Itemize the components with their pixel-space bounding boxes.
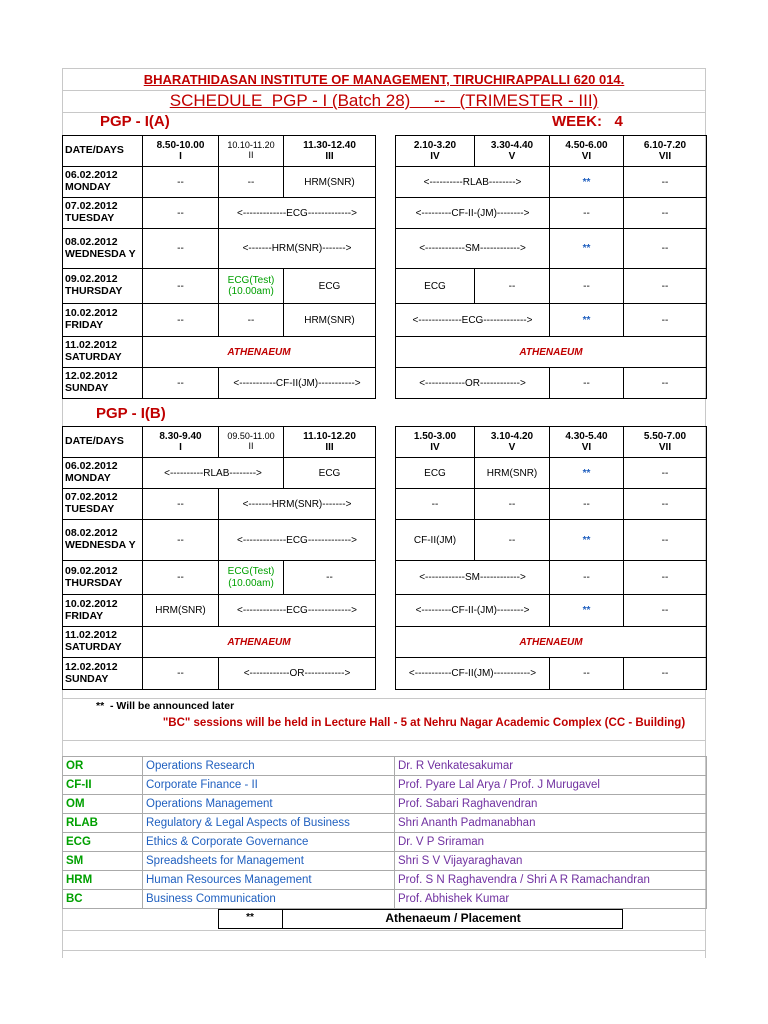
cell: --: [143, 520, 219, 561]
break-column: [376, 368, 396, 399]
legend-code: OR: [63, 757, 143, 776]
cell: --: [624, 304, 707, 337]
break-column: [376, 167, 396, 198]
break-column: [376, 561, 396, 595]
date-cell: 10.02.2012 FRIDAY: [63, 304, 143, 337]
cell: --: [624, 658, 707, 690]
cell: --: [624, 489, 707, 520]
legend-code: HRM: [63, 871, 143, 890]
legend-subject: Ethics & Corporate Governance: [143, 833, 395, 852]
table-row: [63, 458, 707, 489]
table-row: [63, 489, 707, 520]
legend-row: [63, 795, 707, 814]
cell: <-------------ECG------------->: [219, 198, 376, 229]
slot-header: 3.10-4.20 V: [475, 427, 550, 458]
slot-header: 09.50-11.00 II: [219, 427, 284, 458]
legend-code: SM: [63, 852, 143, 871]
break-column: [376, 427, 396, 458]
slot-header: 4.30-5.40 VI: [550, 427, 624, 458]
cell: --: [143, 198, 219, 229]
cell: --: [624, 269, 707, 304]
grid-line: [62, 950, 706, 951]
cell: <-------------ECG------------->: [219, 520, 376, 561]
cell: ECG: [284, 458, 376, 489]
slot-header: 3.30-4.40 V: [475, 136, 550, 167]
header-row: [63, 427, 707, 458]
cell: --: [624, 198, 707, 229]
break-column: [376, 520, 396, 561]
break-column: [376, 269, 396, 304]
cell: --: [143, 658, 219, 690]
cell: --: [550, 198, 624, 229]
slot-header: 2.10-3.20 IV: [396, 136, 475, 167]
legend-row: [63, 852, 707, 871]
cell: ECG: [396, 458, 475, 489]
date-cell: 06.02.2012 MONDAY: [63, 458, 143, 489]
break-column: [376, 595, 396, 627]
legend-faculty: Prof. S N Raghavendra / Shri A R Ramachandran: [395, 871, 707, 890]
slot-header: 10.10-11.20 II: [219, 136, 284, 167]
schedule-table-b: [62, 426, 707, 690]
cell: **: [550, 167, 624, 198]
cell: --: [143, 561, 219, 595]
table-row: [63, 658, 707, 690]
slot-header: 1.50-3.00 IV: [396, 427, 475, 458]
cell: **: [550, 229, 624, 269]
cell: <-----------CF-II(JM)----------->: [219, 368, 376, 399]
cell: <-----------CF-II(JM)----------->: [396, 658, 550, 690]
legend-subject: Operations Research: [143, 757, 395, 776]
slot-header: 5.50-7.00 VII: [624, 427, 707, 458]
date-header: DATE/DAYS: [63, 427, 143, 458]
cell: --: [624, 595, 707, 627]
grid-line: [62, 930, 706, 931]
cell: <----------RLAB-------->: [143, 458, 284, 489]
legend-code: OM: [63, 795, 143, 814]
cell: HRM(SNR): [284, 304, 376, 337]
date-cell: 10.02.2012 FRIDAY: [63, 595, 143, 627]
cell: <---------CF-II-(JM)-------->: [396, 595, 550, 627]
break-column: [376, 136, 396, 167]
cell: --: [624, 368, 707, 399]
cell: --: [624, 520, 707, 561]
legend-faculty: Prof. Abhishek Kumar: [395, 890, 707, 909]
footer-stars: **: [246, 912, 254, 923]
date-cell: 12.02.2012 SUNDAY: [63, 658, 143, 690]
table-row: [63, 368, 707, 399]
legend-subject: Business Communication: [143, 890, 395, 909]
cell: --: [396, 489, 475, 520]
cell: **: [550, 304, 624, 337]
institute-title: BHARATHIDASAN INSTITUTE OF MANAGEMENT, TIRUCHIRAPPALLI 620 014.: [143, 72, 625, 87]
table-row: [63, 198, 707, 229]
cell: <-------------ECG------------->: [219, 595, 376, 627]
cell: <-------HRM(SNR)------->: [219, 489, 376, 520]
legend-row: [63, 890, 707, 909]
cell: --: [475, 269, 550, 304]
legend-subject: Corporate Finance - II: [143, 776, 395, 795]
cell: --: [624, 458, 707, 489]
legend-row: [63, 833, 707, 852]
cell: --: [219, 167, 284, 198]
cell: --: [550, 489, 624, 520]
slot-header: 11.10-12.20 III: [284, 427, 376, 458]
break-column: [376, 337, 396, 368]
legend-table: [62, 756, 707, 909]
break-column: [376, 229, 396, 269]
cell: --: [143, 489, 219, 520]
date-cell: 07.02.2012 TUESDAY: [63, 489, 143, 520]
break-column: [376, 658, 396, 690]
break-column: [376, 489, 396, 520]
slot-header: 8.30-9.40 I: [143, 427, 219, 458]
grid-line: [62, 740, 706, 741]
cell: --: [143, 269, 219, 304]
date-cell: 12.02.2012 SUNDAY: [63, 368, 143, 399]
table-row: [63, 304, 707, 337]
legend-code: RLAB: [63, 814, 143, 833]
cell: --: [143, 368, 219, 399]
cell: <---------CF-II-(JM)-------->: [396, 198, 550, 229]
cell: --: [143, 167, 219, 198]
cell: HRM(SNR): [475, 458, 550, 489]
table-row: [63, 337, 707, 368]
legend-code: CF-II: [63, 776, 143, 795]
cell: <------------SM------------>: [396, 229, 550, 269]
legend-row: [63, 757, 707, 776]
legend-faculty: Shri Ananth Padmanabhan: [395, 814, 707, 833]
cell: <------------OR------------>: [219, 658, 376, 690]
test-cell: ECG(Test) (10.00am): [219, 561, 284, 595]
section-b-label: PGP - I(B): [96, 405, 166, 422]
athenaeum-cell: ATHENAEUM: [396, 627, 707, 658]
break-column: [376, 458, 396, 489]
cell: CF-II(JM): [396, 520, 475, 561]
cell: --: [624, 229, 707, 269]
cell: --: [624, 561, 707, 595]
cell: HRM(SNR): [143, 595, 219, 627]
legend-row: [63, 776, 707, 795]
grid-line: [62, 698, 706, 699]
date-cell: 08.02.2012 WEDNESDA Y: [63, 229, 143, 269]
week-label: WEEK: 4: [552, 113, 623, 130]
table-row: [63, 627, 707, 658]
legend-faculty: Dr. R Venkatesakumar: [395, 757, 707, 776]
cell: --: [219, 304, 284, 337]
table-row: [63, 520, 707, 561]
cell: <------------SM------------>: [396, 561, 550, 595]
date-cell: 11.02.2012 SATURDAY: [63, 337, 143, 368]
cell: <-------HRM(SNR)------->: [219, 229, 376, 269]
cell: **: [550, 595, 624, 627]
legend-faculty: Prof. Pyare Lal Arya / Prof. J Murugavel: [395, 776, 707, 795]
table-row: [63, 269, 707, 304]
legend-subject: Regulatory & Legal Aspects of Business: [143, 814, 395, 833]
bc-note: "BC" sessions will be held in Lecture Hall - 5 at Nehru Nagar Academic Complex (CC - Building): [162, 717, 686, 729]
table-row: [63, 561, 707, 595]
legend-row: [63, 814, 707, 833]
legend-row: [63, 871, 707, 890]
date-cell: 09.02.2012 THURSDAY: [63, 561, 143, 595]
date-header: DATE/DAYS: [63, 136, 143, 167]
legend-faculty: Prof. Sabari Raghavendran: [395, 795, 707, 814]
schedule-title: SCHEDULE PGP - I (Batch 28) -- (TRIMESTER - III): [169, 91, 599, 110]
table-row: [63, 229, 707, 269]
date-cell: 09.02.2012 THURSDAY: [63, 269, 143, 304]
table-row: [63, 167, 707, 198]
athenaeum-cell: ATHENAEUM: [143, 337, 376, 368]
cell: --: [550, 658, 624, 690]
cell: HRM(SNR): [284, 167, 376, 198]
legend-faculty: Shri S V Vijayaraghavan: [395, 852, 707, 871]
cell: <------------OR------------>: [396, 368, 550, 399]
slot-header: 11.30-12.40 III: [284, 136, 376, 167]
cell: <----------RLAB-------->: [396, 167, 550, 198]
announce-note: ** - Will be announced later: [96, 700, 235, 712]
grid-line: [62, 68, 706, 69]
cell: --: [143, 304, 219, 337]
header-row: [63, 136, 707, 167]
break-column: [376, 198, 396, 229]
slot-header: 6.10-7.20 VII: [624, 136, 707, 167]
cell: --: [143, 229, 219, 269]
cell: <-------------ECG------------->: [396, 304, 550, 337]
cell: ECG: [396, 269, 475, 304]
legend-subject: Operations Management: [143, 795, 395, 814]
slot-header: 8.50-10.00 I: [143, 136, 219, 167]
break-column: [376, 304, 396, 337]
legend-faculty: Dr. V P Sriraman: [395, 833, 707, 852]
cell: **: [550, 520, 624, 561]
cell: **: [550, 458, 624, 489]
schedule-table-a: [62, 135, 707, 399]
cell: --: [624, 167, 707, 198]
cell: --: [475, 520, 550, 561]
athenaeum-cell: ATHENAEUM: [143, 627, 376, 658]
date-cell: 06.02.2012 MONDAY: [63, 167, 143, 198]
cell: --: [284, 561, 376, 595]
cell: --: [550, 368, 624, 399]
cell: ECG: [284, 269, 376, 304]
cell: --: [475, 489, 550, 520]
test-cell: ECG(Test) (10.00am): [219, 269, 284, 304]
cell: --: [550, 561, 624, 595]
date-cell: 08.02.2012 WEDNESDA Y: [63, 520, 143, 561]
date-cell: 11.02.2012 SATURDAY: [63, 627, 143, 658]
athenaeum-cell: ATHENAEUM: [396, 337, 707, 368]
cell: --: [550, 269, 624, 304]
footer-label: Athenaeum / Placement: [385, 911, 521, 925]
legend-code: BC: [63, 890, 143, 909]
legend-subject: Human Resources Management: [143, 871, 395, 890]
table-row: [63, 595, 707, 627]
slot-header: 4.50-6.00 VI: [550, 136, 624, 167]
legend-code: ECG: [63, 833, 143, 852]
section-a-label: PGP - I(A): [100, 113, 170, 130]
legend-subject: Spreadsheets for Management: [143, 852, 395, 871]
break-column: [376, 627, 396, 658]
date-cell: 07.02.2012 TUESDAY: [63, 198, 143, 229]
